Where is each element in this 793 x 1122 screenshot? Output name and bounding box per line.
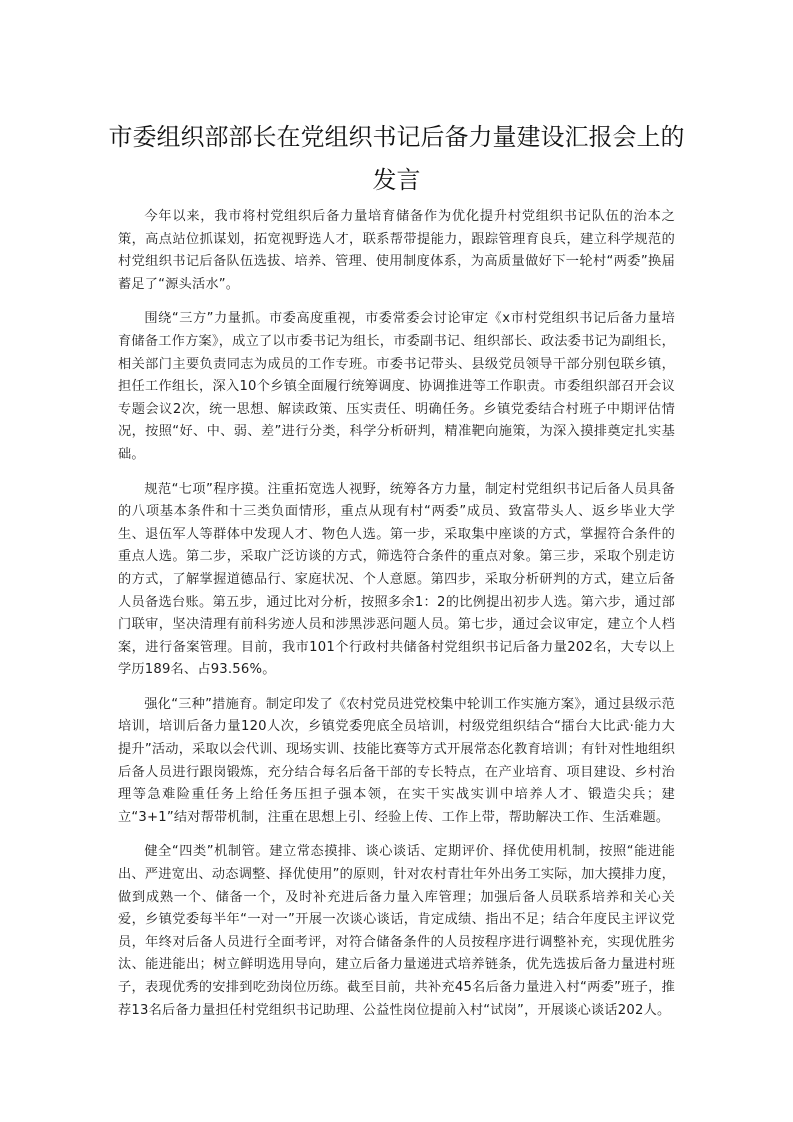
paragraph-seven-steps: 规范“七项”程序摸。注重拓宽选人视野，统筹各方力量，制定村党组织书记后备人员具备的八项基本条件和十三类负面情形，重点从现有村“两委”成员、致富带头人、返乡毕业大学生、退伍军人等群体中发现人才、物色人选。第一步，采取集中座谈的方式，掌握符合条件的重点人选。第二步，采取广泛访谈的方式，筛选符合条件的重点对象。第三步，采取个别走访的方式，了解掌握道德品行、家庭状况、个人意愿。第四步，采取分析研判的方式，建立后备人员备选台账。第五步，通过比对分析，按照多余1：2的比例提出初步人选。第六步，通过部门联审，坚决清理有前科劣迹人员和涉黑涉恶问题人员。第七步，通过会议审定，建立个人档案，进行备案管理。目前，我市101个行政村共储备村党组织书记后备力量202名，大专以上学历189名、占93.56%。: [118, 481, 675, 678]
paragraph-four-mechanisms: 健全“四类”机制管。建立常态摸排、谈心谈话、定期评价、择优使用机制，按照“能进能出、严进宽出、动态调整、择优使用”的原则，针对农村青壮年外出务工实际，加大摸排力度，做到成熟一个、储备一个，及时补充进后备力量入库管理；加强后备人员联系培养和关心关爱，乡镇党委每半年“一对一”开展一次谈心谈话，肯定成绩、指出不足；结合年度民主评议党员，年终对后备人员进行全面考评，对符合储备条件的人员按程序进行调整补充，实现优胜劣汰、能进能出；树立鲜明选用导向，建立后备力量递进式培养链条，优先选拔后备力量进村班子，表现优秀的安排到吃劲岗位历练。截至目前，共补充45名后备力量进入村“两委”班子，推荐13名后备力量担任村党组织书记助理、公益性岗位提前入村“试岗”，开展谈心谈话202人。: [118, 844, 675, 1018]
paragraph-intro: 今年以来，我市将村党组织后备力量培育储备作为优化提升村党组织书记队伍的治本之策，高点站位抓谋划，拓宽视野选人才，联系帮带提能力，跟踪管理育良兵，建立科学规范的村党组织书记后备队伍选拔、培养、管理、使用制度体系，为高质量做好下一轮村“两委”换届蓄足了“源头活水”。: [118, 209, 675, 292]
paragraph-three-forces: 围绕“三方”力量抓。市委高度重视，市委常委会讨论审定《x市村党组织书记后备力量培育储备工作方案》，成立了以市委书记为组长，市委副书记、组织部长、政法委书记为副组长，相关部门主要负责同志为成员的工作专班。市委书记带头、县级党员领导干部分别包联乡镇，担任工作组长，深入10个乡镇全面履行统筹调度、协调推进等工作职责。市委组织部召开会议专题会议2次，统一思想、解读政策、压实责任、明确任务。乡镇党委结合村班子中期评估情况，按照“好、中、弱、差”进行分类，科学分析研判，精准靶向施策，为深入摸排奠定扎实基础。: [118, 311, 675, 462]
document-title: 市委组织部部长在党组织书记后备力量建设汇报会上的发言: [108, 123, 685, 194]
document-body: [118, 206, 675, 1034]
paragraph-three-measures: 强化“三种”措施育。制定印发了《农村党员进党校集中轮训工作实施方案》，通过县级示范培训，培训后备力量120人次，乡镇党委兜底全员培训，村级党组织结合“擂台大比武·能力大提升”活动，采取以会代训、现场实训、技能比赛等方式开展常态化教育培训；有针对性地组织后备人员进行跟岗锻炼，充分结合每名后备干部的专长特点，在产业培育、项目建设、乡村治理等急难险重任务上给任务压担子强本领，在实干实战实训中培养人才、锻造尖兵；建立“3+1”结对帮带机制，注重在思想上引、经验上传、工作上带，帮助解决工作、生活难题。: [118, 696, 675, 825]
